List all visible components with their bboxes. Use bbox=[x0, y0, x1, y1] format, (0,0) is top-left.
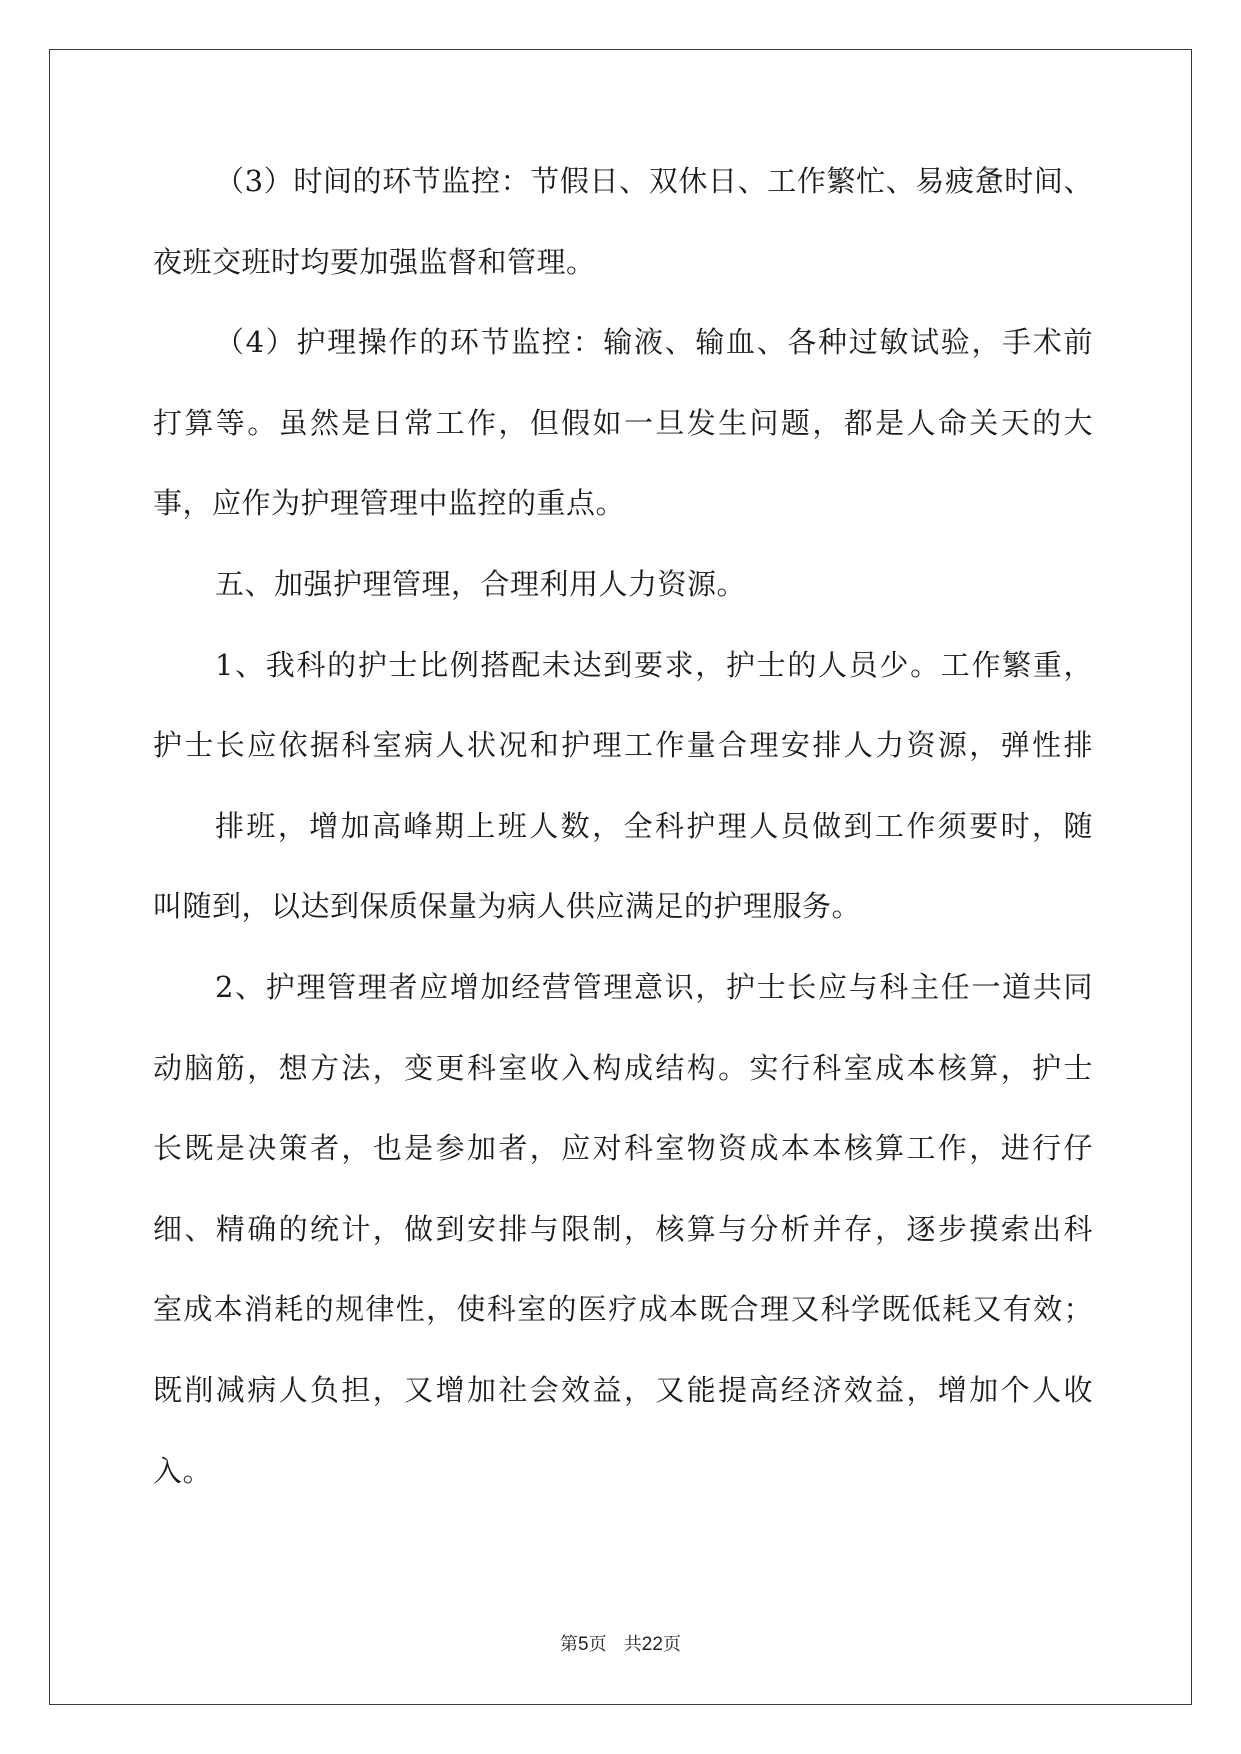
text-line: 2、护理管理者应增加经营管理意识，护士长应与科主任一道共同 bbox=[215, 969, 1093, 1004]
footer-total-prefix: 共 bbox=[623, 1634, 642, 1655]
text-line: 动脑筋，想方法，变更科室收入构成结构。实行科室成本核算，护士 bbox=[153, 1050, 1093, 1085]
text-line: 排班，增加高峰期上班人数，全科护理人员做到工作须要时，随 bbox=[215, 808, 1093, 843]
current-page-number: 5 bbox=[578, 1634, 589, 1655]
text-line: 五、加强护理管理，合理利用人力资源。 bbox=[215, 566, 747, 601]
text-line: 打算等。虽然是日常工作，但假如一旦发生问题，都是人命关天的大 bbox=[153, 405, 1093, 440]
text-line: 1、我科的护士比例搭配未达到要求，护士的人员少。工作繁重， bbox=[215, 647, 1093, 682]
text-line: 夜班交班时均要加强监督和管理。 bbox=[153, 244, 596, 279]
total-page-number: 22 bbox=[641, 1634, 663, 1655]
text-line: 细、精确的统计，做到安排与限制，核算与分析并存，逐步摸索出科 bbox=[153, 1211, 1093, 1246]
text-line: （3）时间的环节监控：节假日、双休日、工作繁忙、易疲惫时间、 bbox=[215, 164, 1093, 198]
document-body bbox=[153, 157, 1093, 1527]
text-line: 既削减病人负担，又增加社会效益，又能提高经济效益，增加个人收 bbox=[153, 1372, 1093, 1407]
text-line: （4）护理操作的环节监控：输液、输血、各种过敏试验，手术前 bbox=[215, 325, 1093, 360]
text-line: 叫随到，以达到保质保量为病人供应满足的护理服务。 bbox=[153, 889, 862, 924]
footer-page-unit: 页 bbox=[588, 1634, 607, 1655]
text-line: 护士长应依据科室病人状况和护理工作量合理安排人力资源，弹性排 bbox=[153, 728, 1093, 763]
text-line: 长既是决策者，也是参加者，应对科室物资成本本核算工作，进行仔 bbox=[153, 1131, 1093, 1166]
text-line: 事，应作为护理管理中监控的重点。 bbox=[153, 486, 626, 521]
footer-prefix: 第 bbox=[560, 1634, 579, 1655]
footer-total-unit: 页 bbox=[662, 1634, 681, 1655]
page-footer bbox=[0, 1630, 1241, 1656]
text-line: 入。 bbox=[153, 1453, 213, 1488]
text-line: 室成本消耗的规律性，使科室的医疗成本既合理又科学既低耗又有效； bbox=[153, 1292, 1093, 1327]
